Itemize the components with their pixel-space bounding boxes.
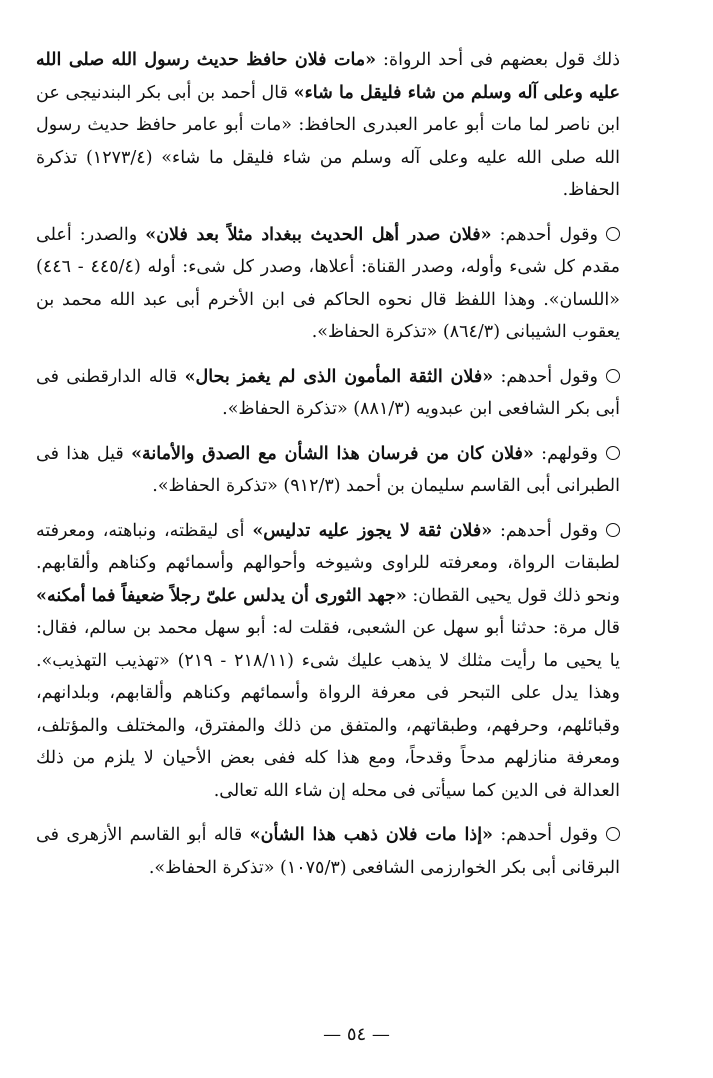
paragraph-text: وقول أحدهم: xyxy=(492,520,598,541)
bold-quote: «فلان الثقة المأمون الذى لم يغمز بحال» xyxy=(184,366,494,387)
paragraph-text: وقول أحدهم: xyxy=(493,825,598,845)
paragraph-text: قال مرة: حدثنا أبو سهل عن الشعبى، فقلت له: أبو سهل محمد بن سالم، فقال: يا يحيى ما رأيت مثلك لا يذهب عليك شىء (٢١٨/١١ - ٢١٩) «تهذيب التهذيب». وهذا يدل على التبحر فى معرفة الرواة وأسمائهم وكناهم وألقابهم، وبلدانهم، وقبائلهم، وحرفهم، وطبقاتهم، والمتفق من ذلك والمفترق، والمختلف والمؤتلف، ومعرفة منازلهم مدحاً وقدحاً، ومع هذا كله ففى بعض الأحيان لا يلزم من ذلك العدالة فى الدين كما سيأتى فى محله إن شاء الله تعالى. xyxy=(36,618,620,801)
paragraph xyxy=(36,438,620,503)
paragraph-text: قاله أبو القاسم الأزهرى فى البرقانى أبى بكر الخوارزمى الشافعى (١٠٧٥/٣) «تذكرة الحفاظ». xyxy=(36,825,620,878)
circle-bullet-icon xyxy=(606,827,620,841)
paragraph-text: والصدر: أعلى مقدم كل شىء وأوله، وصدر القناة: أعلاها، وصدر كل شىء: أوله (٤٤٥/٤ - ٤٤٦) «اللسان». وهذا اللفظ قال نحوه الحاكم فى ابن الأخرم أبى عبد الله محمد بن يعقوب الشيبانى (٨٦٤/٣) «تذكرة الحفاظ». xyxy=(36,224,621,342)
bold-quote: «مات فلان حافظ حديث رسول الله صلى الله عليه وعلى آله وسلم من شاء فليقل ما شاء» xyxy=(36,50,620,103)
paragraph-text: وقول أحدهم: xyxy=(491,224,598,245)
paragraph-text: ذلك قول بعضهم فى أحد الرواة: xyxy=(376,50,620,70)
bold-quote: «فلان صدر أهل الحديث ببغداد مثلاً بعد فلان» xyxy=(145,224,492,245)
paragraph xyxy=(36,515,620,808)
paragraph xyxy=(36,819,620,884)
paragraph xyxy=(36,361,620,426)
paragraph-text: وقول أحدهم: xyxy=(493,366,598,387)
paragraph-text: قال أحمد بن أبى بكر البندنيجى عن ابن ناصر لما مات أبو عامر العبدرى الحافظ: «مات أبو عامر حافظ حديث رسول الله صلى الله عليه وعلى آله وسلم من شاء فليقل ما شاء» (١٢٧٣/٤) تذكرة الحفاظ. xyxy=(36,82,620,200)
bold-quote: «إذا مات فلان ذهب هذا الشأن» xyxy=(249,825,493,845)
circle-bullet-icon xyxy=(606,227,620,241)
paragraph-text: قيل هذا فى الطبرانى أبى القاسم سليمان بن أحمد (٩١٢/٣) «تذكرة الحفاظ». xyxy=(36,443,620,496)
paragraph-text: وقولهم: xyxy=(533,443,598,464)
bold-quote: «فلان ثقة لا يجوز عليه تدليس» xyxy=(252,520,493,541)
circle-bullet-icon xyxy=(606,369,620,383)
circle-bullet-icon xyxy=(606,523,620,537)
bold-quote: «فلان كان من فرسان هذا الشأن مع الصدق والأمانة» xyxy=(131,443,534,464)
paragraph xyxy=(36,44,620,207)
bold-quote: «جهد الثورى أن يدلس علىّ رجلاً ضعيفاً فما أمكنه» xyxy=(36,585,407,606)
paragraph xyxy=(36,219,620,349)
circle-bullet-icon xyxy=(606,446,620,460)
paragraph-text: قاله الدارقطنى فى أبى بكر الشافعى ابن عبدويه (٨٨١/٣) «تذكرة الحفاظ». xyxy=(36,366,620,419)
page-number: — ٥٤ — xyxy=(323,1024,390,1045)
paragraph-text: أى ليقظته، ونباهته، ومعرفته لطبقات الرواة، ومعرفته للراوى وشيوخه وأحوالهم وأسمائهم وكناهم وألقابهم. ونحو ذلك قول يحيى القطان: xyxy=(36,520,620,606)
page-body xyxy=(36,44,620,896)
